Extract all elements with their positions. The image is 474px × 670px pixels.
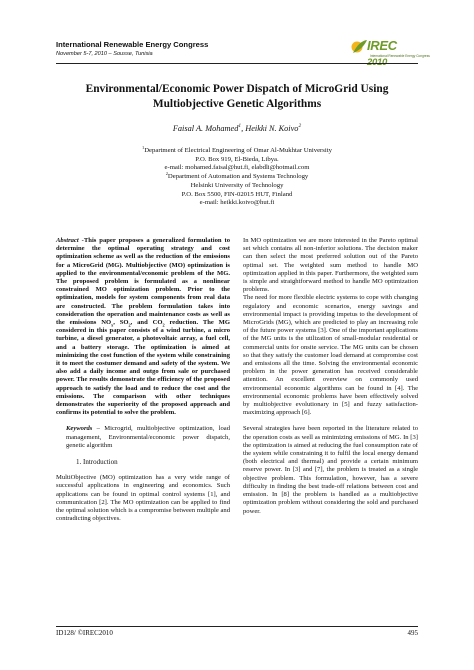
affiliation-2-line-3: P.O. Box 5500, FIN-02015 HUT, Finland bbox=[181, 190, 293, 198]
author-list bbox=[56, 123, 418, 134]
affiliation-2-mark: 2 bbox=[165, 170, 168, 176]
right-paragraph-1: In MO optimization we are more interested in the Pareto optimal set which contains all non-inferior solutions. The decision maker can then select the most preferred solution out of the Pareto optimal set. The weighted sum method to handle MO optimization applied in this paper. Furthermore, the weighted sum is simple and straightforward method to handle MO optimization problems. bbox=[243, 237, 418, 294]
section-heading-introduction: 1. Introduction bbox=[76, 458, 118, 467]
sun-leaf-icon bbox=[350, 38, 368, 56]
affiliations bbox=[56, 144, 418, 208]
author-2-affil-mark: 2 bbox=[298, 123, 302, 130]
paper-title bbox=[56, 82, 418, 112]
affiliation-2-email: e-mail: heikki.koivo@hut.fi bbox=[199, 199, 275, 207]
affiliation-2-line-1: $^2$Department of Automation and Systems Technology bbox=[165, 170, 309, 181]
logo-tagline: International Renewable Energy Congress bbox=[370, 54, 430, 58]
author-separator: , bbox=[241, 124, 246, 133]
logo-year: 2010 bbox=[367, 57, 387, 68]
header-rule bbox=[56, 63, 418, 64]
affiliation-1-email: e-mail: mohamed.faisal@hut.fi, elabdli@hotmail.com bbox=[164, 164, 310, 172]
right-paragraph-2: The need for more flexible electric systems to cope with changing regulatory and economic scenarios, energy savings and environmental impact is providing impetus to the development of MicroGrids (MG), which are predicted to play an increasing role of the future power systems [3]. One of the important applications of the MG units is the utilization of small-modular residential or commercial units for onsite service. The MG units can be chosen so that they satisfy the customer load demand at compromise cost and emissions all the time. Solving the environmental economic problem in the power generation has received considerable attention. An excellent overview on commonly used environmental economic algorithms can be found in [4]. The environmental economic problems have been effectively solved by multiobjective evolutionary in [5] and fuzzy satisfaction-maximizing approach [6]. bbox=[243, 294, 418, 417]
irec-logo bbox=[350, 37, 430, 68]
author-1: Faisal A. Mohamed bbox=[172, 124, 239, 133]
affiliation-1-line-2: P.O. Box 919, El-Bieda, Libya. bbox=[195, 155, 279, 163]
intro-paragraph-1: MultiObjective (MO) optimization has a very wide range of successful applications in engineering and economics. Such applications can be found in optimal control systems [1], and communication [2]. The MO optimization can be applied to find the optimal solution which is a compromise between multiple and contradicting objectives. bbox=[56, 474, 230, 523]
footer-paper-id: ID128/ ©IREC2010 bbox=[56, 629, 113, 637]
conference-date-place: November 5-7, 2010 – Sousse, Tunisia bbox=[56, 51, 153, 57]
conference-name: International Renewable Energy Congress bbox=[56, 40, 209, 49]
keywords-lead: Keywords bbox=[66, 425, 93, 433]
author-2: Heikki N. Koivo bbox=[245, 124, 299, 133]
affiliation-2-line-2: Helsinki University of Technology bbox=[190, 181, 284, 189]
title-line-1: Environmental/Economic Power Dispatch of MicroGrid Using bbox=[85, 83, 389, 95]
right-paragraph-3: Several strategies have been reported in the literature related to the operation costs as well as minimizing emissions of MG. In [3] the optimization is aimed at reducing the fuel consumption rate of the system while constraining it to fulfil the local energy demand (both electrical and thermal) and provide a certain minimum reserve power. In [3] and [7], the problem is treated as a single objective problem. This formulation, however, has a severe difficulty in finding the best trade-off relations between cost and emission. In [8] the problem is handled as a multiobjective optimization problem without considering the sold and purchased power. bbox=[243, 425, 418, 515]
affiliation-1-mark: 1 bbox=[142, 144, 145, 150]
abstract: Abstract -This paper proposes a generalized formulation to determine the optimal operating strategy and cost optimization scheme as well as the reduction of the emissions for a MicroGrid (MG). Multiobjective (MO) optimization is applied to the environmental/economic problem of the MG. The proposed problem is formulated as a nonlinear constrained MO optimization problem. Prior to the optimization, models for system components from real data are constructed. The problem formulation takes into consideration the operation and maintenance costs as well as the emissions $NO_x$, $SO_2$, and $CO_2$ reduction. The MG considered in this paper consists of a wind turbine, a micro turbine, a diesel generator, a photovoltaic array, a fuel cell, and a battery storage. The optimization is aimed at minimizing the cost function of the system while constraining it to meet the costumer demand and safety of the system. We also add a daily income and outgo from sale or purchased power. The results demonstrate the efficiency of the proposed approach to satisfy the load and to reduce the cost and the emissions. The comparison with other techniques demonstrates the superiority of the proposed approach and confirms its potential to solve the problem. bbox=[56, 237, 230, 417]
title-line-2: Multiobjective Genetic Algorithms bbox=[152, 98, 322, 110]
keywords: Keywords – Microgrid, multiobjective optimization, load management, Environmental/economic power dispatch, genetic algorithm bbox=[66, 425, 230, 449]
left-column bbox=[56, 237, 230, 524]
abstract-lead: Abstract bbox=[56, 237, 79, 244]
author-1-affil-mark: 1 bbox=[238, 123, 242, 130]
page-number: 495 bbox=[407, 629, 418, 637]
logo-text: IREC bbox=[367, 38, 397, 53]
footer-rule bbox=[56, 626, 418, 627]
affiliation-1-line-1: $^1$Department of Electrical Engineering of Omar Al-Mukhtar University bbox=[142, 144, 332, 154]
right-column bbox=[243, 237, 418, 516]
